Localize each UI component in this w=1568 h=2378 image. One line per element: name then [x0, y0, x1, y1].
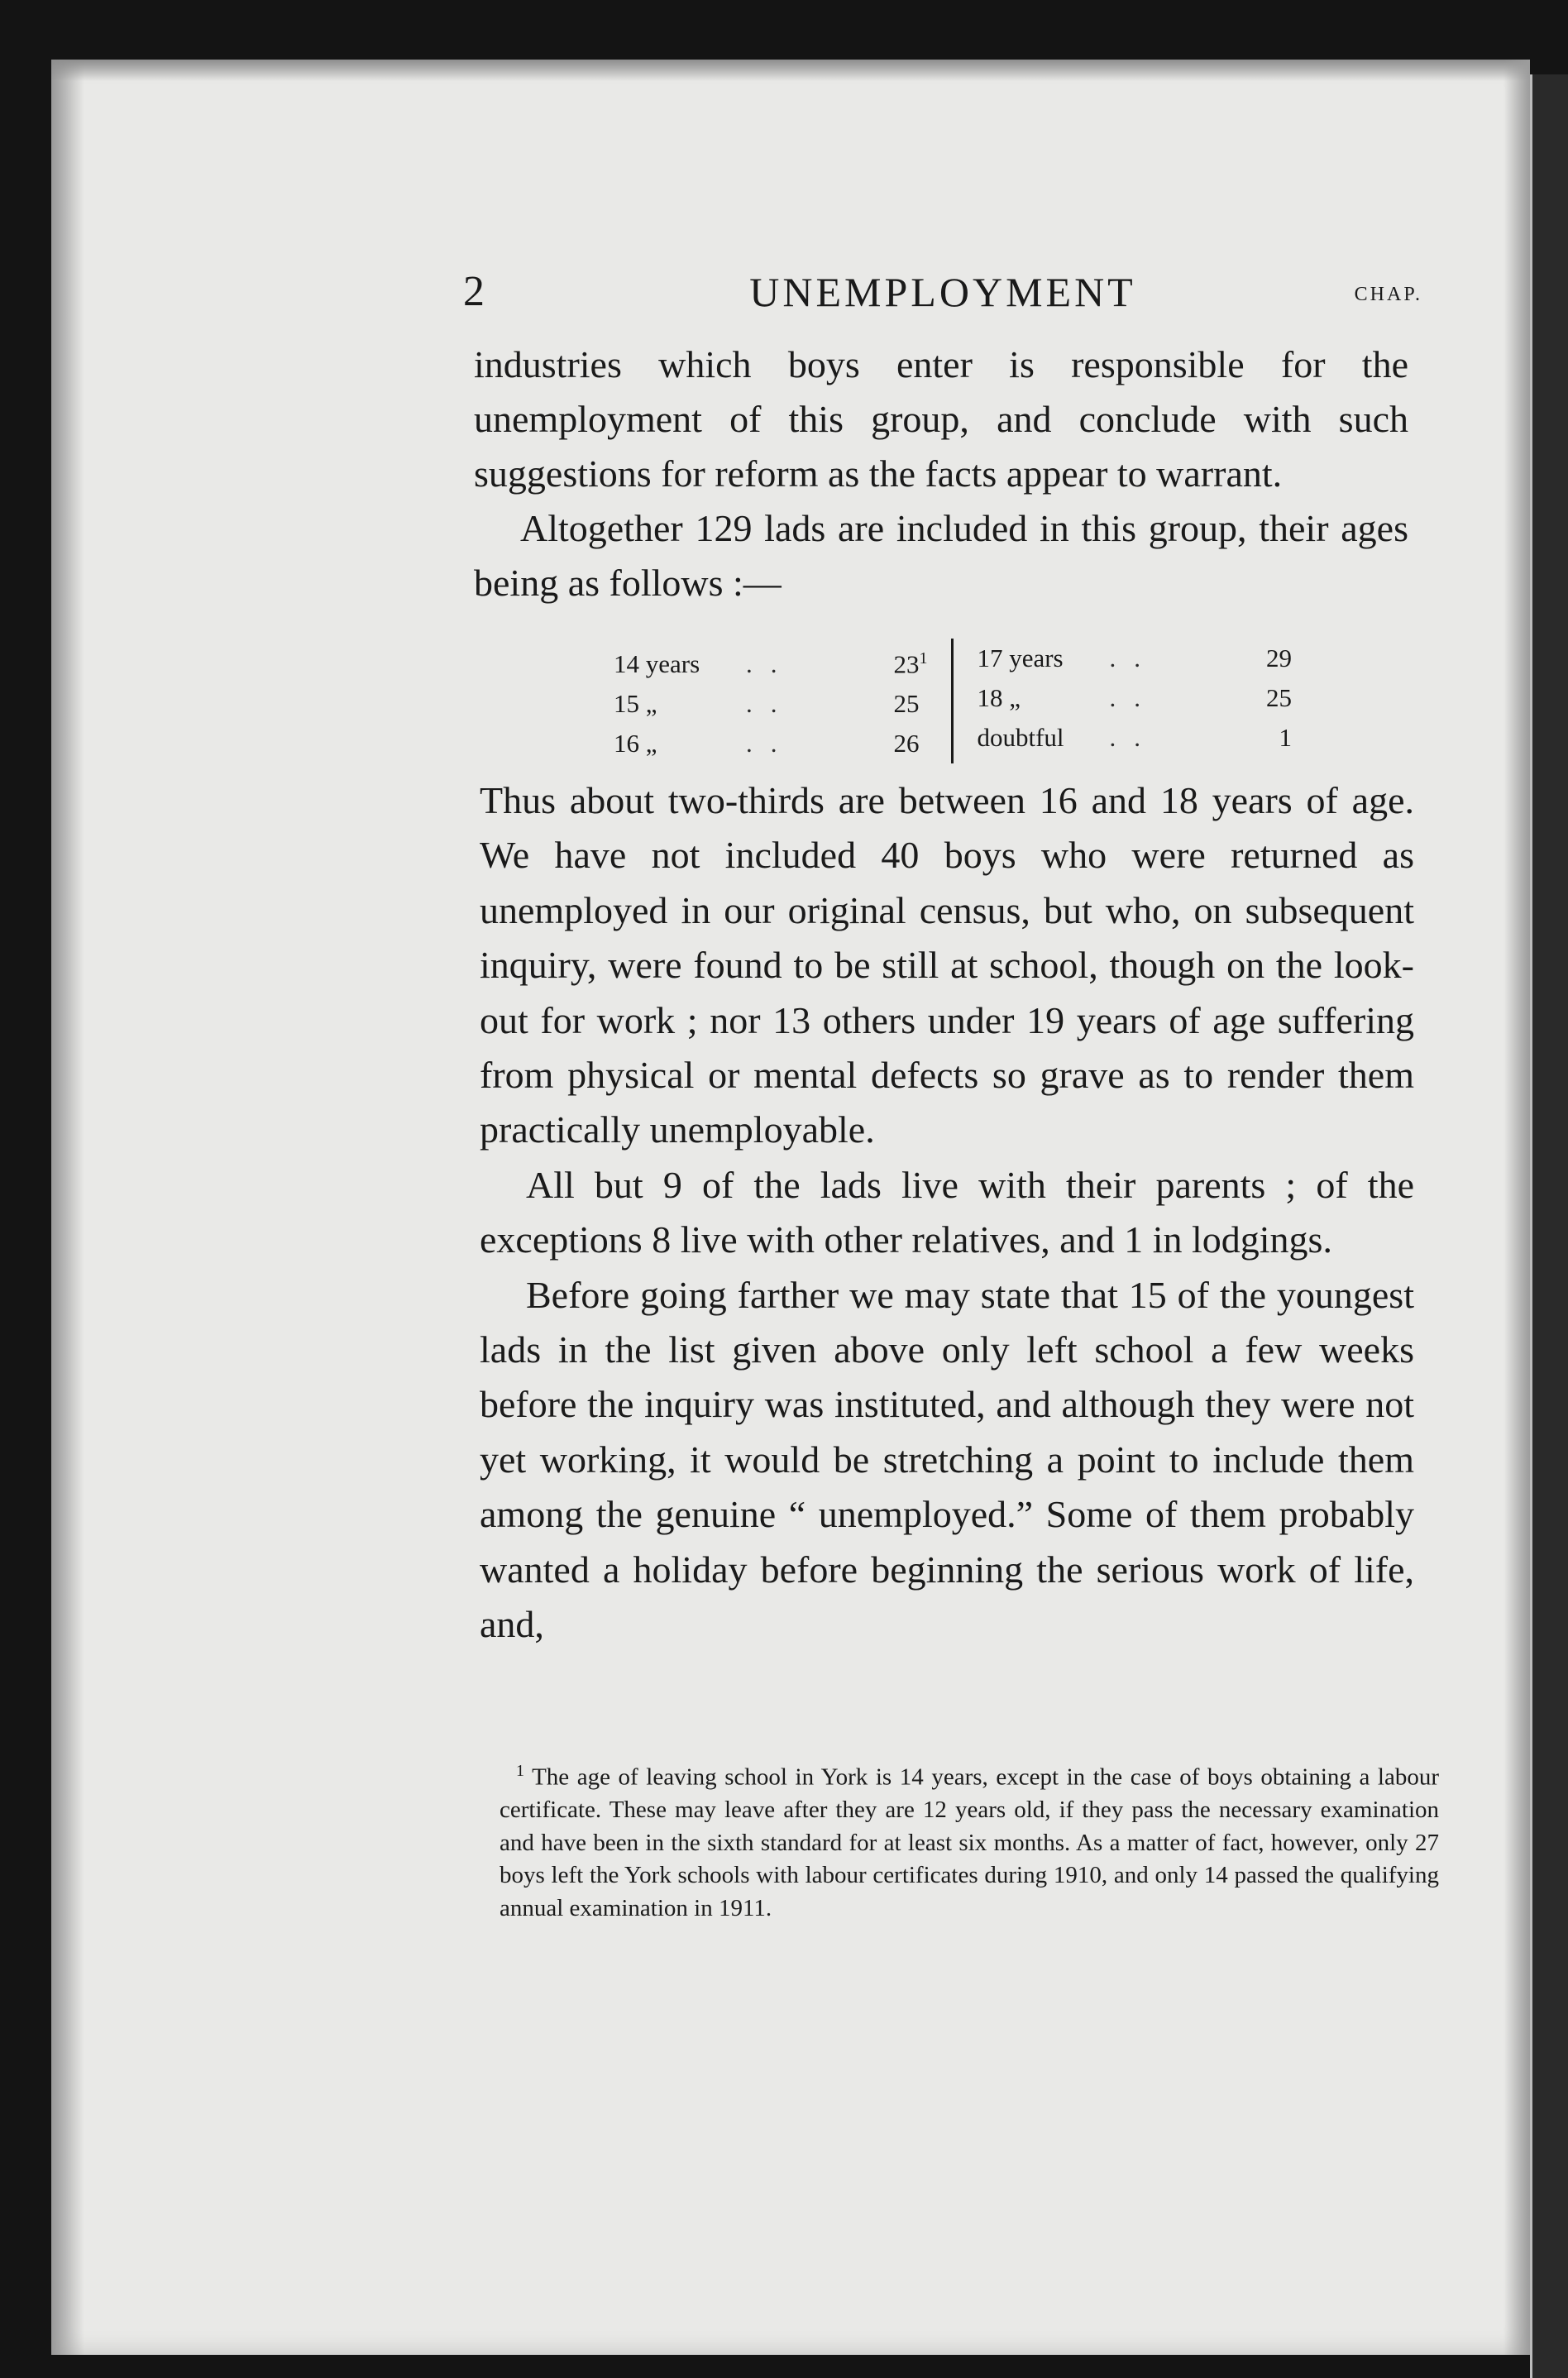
page-header: [463, 263, 1422, 321]
age-label: 16 „: [614, 729, 657, 758]
paragraph: All but 9 of the lads live with their parents ; of the exceptions 8 live with other relatives, and 1 in lodgings.: [480, 1163, 1414, 1261]
book-spine: [1530, 74, 1568, 2378]
age-count: 29: [1266, 644, 1292, 672]
age-label: 15 „: [614, 689, 657, 719]
age-row: [977, 718, 1292, 758]
paragraph: Thus about two-thirds are between 16 and 18 years of age. We have not included 40 boys who were returned as unemployed in our original census, but who, on subsequent inquiry, were found to be still at school, though on the look-out for work ; nor 13 others under 19 years of age suffering from physical or mental defects so grave as to render them practically unemployable.: [480, 779, 1414, 1151]
footnote-marker: 1: [516, 1762, 524, 1780]
age-row: [977, 678, 1292, 718]
chapter-abbreviation: CHAP.: [1354, 284, 1422, 305]
age-count: 1: [1279, 723, 1292, 752]
ages-column-left: [614, 639, 951, 763]
age-count: $23^1$: [893, 649, 928, 679]
age-count: 26: [893, 729, 920, 758]
page-edge-shadow-top: [51, 60, 1530, 81]
page-edge-shadow-right: [1503, 60, 1530, 2355]
ages-column-right: [951, 639, 1292, 763]
footnote-text: The age of leaving school in York is 14 years, except in the case of boys obtaining a labour certificate. These may leave after they are 12 years old, if they pass the necessary examination and have been in the sixth standard for at least six months. As a matter of fact, however, only 27 boys left the York schools with labour certificates during 1910, and only 14 passed the qualifying annual examination in 1911.: [500, 1763, 1439, 1921]
age-row: [977, 639, 1292, 678]
footnote-paragraph: [500, 1755, 1439, 1925]
leader-dots: ..: [746, 649, 796, 679]
leader-dots: ..: [746, 729, 796, 758]
footnote: [500, 1755, 1439, 1925]
paragraph: Before going farther we may state that 15 of the youngest lads in the list given above only left school a few weeks before the inquiry was instituted, and although they were not yet working, it would be stretching a point to include them among the genuine “ unemployed.” Some of them probably wanted a holiday before beginning the serious work of life, and,: [480, 1273, 1414, 1646]
ages-table: [614, 639, 1292, 763]
body-text-top: [474, 337, 1408, 610]
age-label: 18 „: [977, 683, 1021, 712]
paragraph: Altogether 129 lads are included in this group, their ages being as follows :—: [474, 507, 1408, 604]
leader-dots: ..: [1109, 644, 1159, 672]
running-head-title: UNEMPLOYMENT: [749, 269, 1136, 315]
age-row: [614, 639, 951, 684]
age-label: 17 years: [977, 644, 1064, 672]
age-count: 25: [1266, 683, 1292, 712]
leader-dots: ..: [1109, 723, 1159, 752]
paragraph: industries which boys enter is responsible for the unemployment of this group, and conclude with such suggestions for reform as the facts appear to warrant.: [474, 343, 1408, 495]
age-row: [614, 684, 951, 724]
body-text-bottom: [480, 773, 1414, 1653]
leader-dots: ..: [746, 689, 796, 719]
age-label: 14 years: [614, 649, 700, 679]
footnote-marker: 1: [919, 649, 928, 667]
age-count: 25: [893, 689, 920, 719]
age-label: doubtful: [977, 723, 1064, 752]
leader-dots: ..: [1109, 683, 1159, 712]
page-edge-shadow-left: [51, 60, 84, 2355]
page-number: 2: [463, 268, 485, 315]
age-row: [614, 724, 951, 763]
